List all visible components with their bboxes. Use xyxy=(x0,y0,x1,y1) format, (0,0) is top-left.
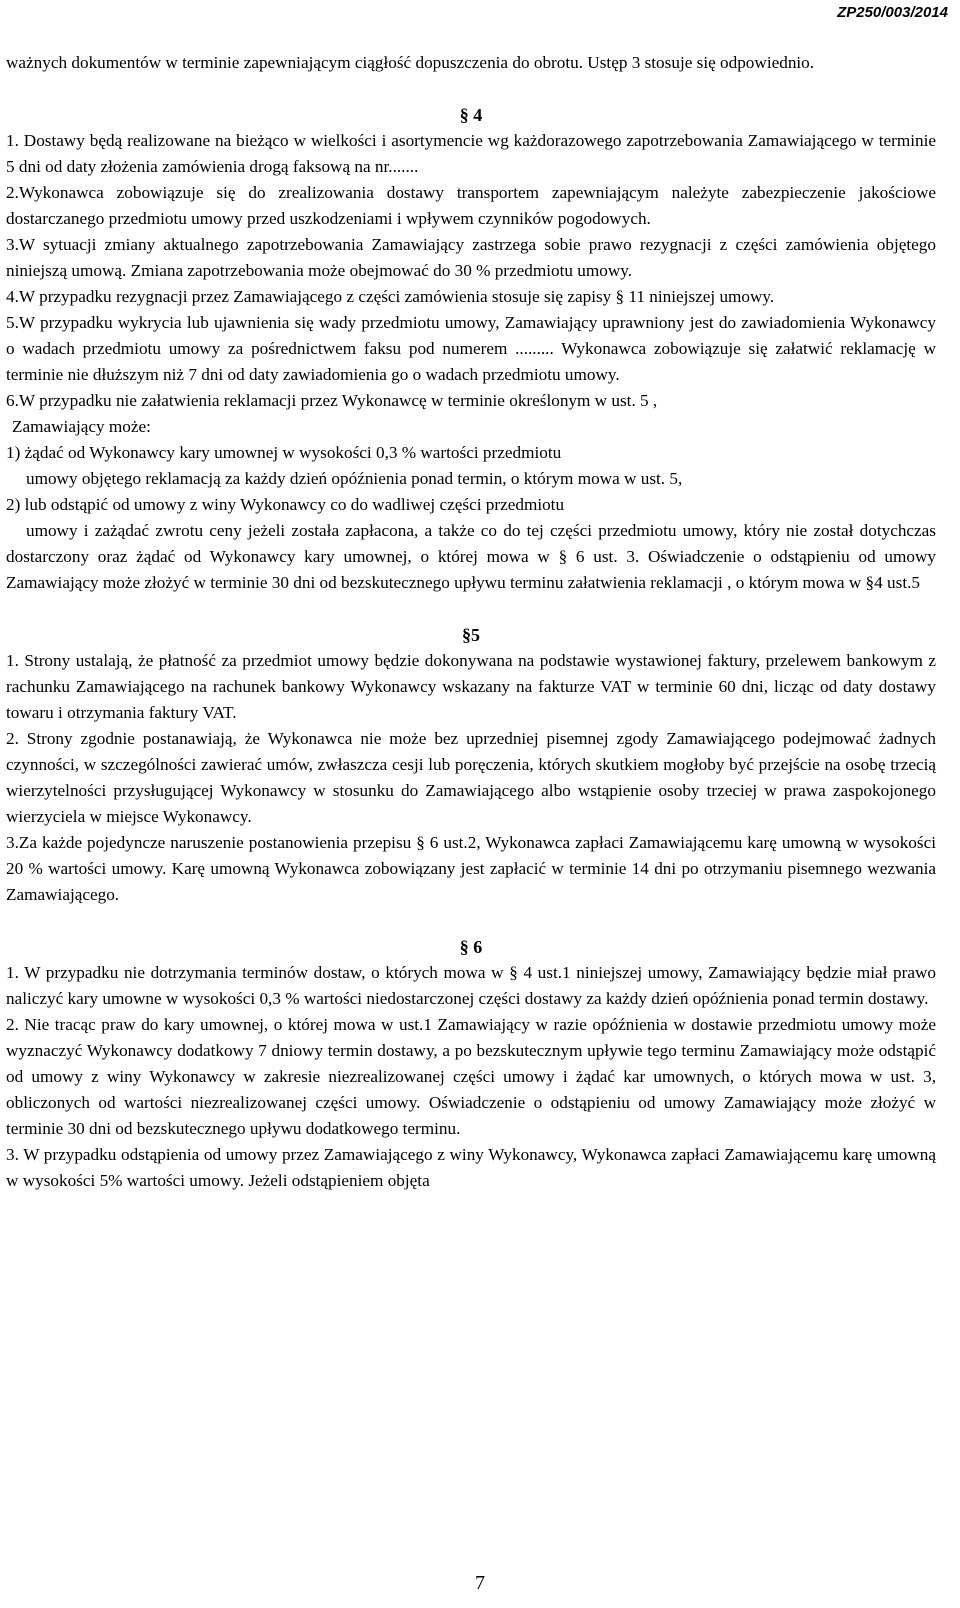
paragraph: 2. Strony zgodnie postanawiają, że Wykonawca nie może bez uprzedniej pisemnej zgody Zamawiającego podejmować żadnych czynności, w szczególności zawierać umów, zwłaszcza cesji lub poręczenia, których skutkiem mogłoby być przejście na osobę trzecią wierzytelności przysługującej Wykonawcy w stosunku do Zamawiającego albo wstąpienie osoby trzeciej w prawa zaspokojonego wierzyciela w miejsce Wykonawcy. xyxy=(6,729,936,826)
paragraph: Zamawiający może: xyxy=(12,417,151,436)
paragraph: 2. Nie tracąc praw do kary umownej, o której mowa w ust.1 Zamawiający w razie opóźnienia w dostawie przedmiotu umowy może wyznaczyć Wykonawcy dodatkowy 7 dniowy termin dostawy, a po bezskutecznym upływie tego terminu Zamawiający może odstąpić od umowy z winy Wykonawcy w zakresie niezrealizowanej części umowy i żądać kar umownych, o których mowa w ust. 3, obliczonych od wartości niezrealizowanej części umowy. Oświadczenie o odstąpieniu od umowy Zamawiający może złożyć w terminie 30 dni od bezskutecznego upływu dodatkowego terminu. xyxy=(6,1015,936,1138)
list-item: 1) żądać od Wykonawcy kary umownej w wysokości 0,3 % wartości przedmiotu xyxy=(6,443,562,462)
spacer xyxy=(6,596,936,622)
list-item-continuation: umowy i zażądać zwrotu ceny jeżeli została zapłacona, a także co do tej części przedmiotu umowy, który nie został dotychczas dostarczony oraz żądać od Wykonawcy kary umownej, o której mowa w § 6 ust. 3. Oświadczenie o odstąpieniu od umowy Zamawiający może złożyć w terminie 30 dni od bezskutecznego upływu terminu załatwienia reklamacji , o którym mowa w §4 ust.5 xyxy=(6,521,936,592)
list-item-continuation: umowy objętego reklamacją za każdy dzień opóźnienia ponad termin, o którym mowa w ust. 5, xyxy=(26,469,683,488)
document-id: ZP250/003/2014 xyxy=(837,4,948,21)
paragraph: 1. W przypadku nie dotrzymania terminów dostaw, o których mowa w § 4 ust.1 niniejszej umowy, Zamawiający będzie miał prawo naliczyć kary umowne w wysokości 0,3 % wartości niedostarczonej części dostawy za każdy dzień opóźnienia ponad termin dostawy. xyxy=(6,963,936,1008)
paragraph: 3.Za każde pojedyncze naruszenie postanowienia przepisu § 6 ust.2, Wykonawca zapłaci Zamawiającemu karę umowną w wysokości 20 % wartości umowy. Karę umowną Wykonawca zobowiązany jest zapłacić w terminie 14 dni po otrzymaniu pisemnego wezwania Zamawiającego. xyxy=(6,833,936,904)
paragraph: 6.W przypadku nie załatwienia reklamacji przez Wykonawcę w terminie określonym w ust. 5 , xyxy=(6,391,658,410)
section-heading-6: § 6 xyxy=(459,937,483,957)
paragraph: 4.W przypadku rezygnacji przez Zamawiającego z części zamówienia stosuje się zapisy § 11 niniejszej umowy. xyxy=(6,287,775,306)
paragraph: 5.W przypadku wykrycia lub ujawnienia się wady przedmiotu umowy, Zamawiający uprawniony jest do zawiadomienia Wykonawcy o wadach przedmiotu umowy za pośrednictwem faksu pod numerem ......... Wykonawca zobowiązuje się załatwić reklamację w terminie nie dłuższym niż 7 dni od daty zawiadomienia go o wadach przedmiotu umowy. xyxy=(6,313,936,384)
page-number: 7 xyxy=(475,1572,485,1594)
document-body xyxy=(6,50,936,1194)
list-item: 2) lub odstąpić od umowy z winy Wykonawcy co do wadliwej części przedmiotu xyxy=(6,495,565,514)
section-heading-5: §5 xyxy=(462,625,480,645)
paragraph: 2.Wykonawca zobowiązuje się do zrealizowania dostawy transportem zapewniającym należyte zabezpieczenie jakościowe dostarczanego przedmiotu umowy przed uszkodzeniami i wpływem czynników pogodowych. xyxy=(6,183,936,228)
spacer xyxy=(6,908,936,934)
paragraph: 1. Strony ustalają, że płatność za przedmiot umowy będzie dokonywana na podstawie wystawionej faktury, przelewem bankowym z rachunku Zamawiającego na rachunek bankowy Wykonawcy wskazany na fakturze VAT w terminie 60 dni, licząc od daty dostawy towaru i otrzymania faktury VAT. xyxy=(6,651,936,722)
spacer xyxy=(6,76,936,102)
paragraph: 3. W przypadku odstąpienia od umowy przez Zamawiającego z winy Wykonawcy, Wykonawca zapłaci Zamawiającemu karę umowną w wysokości 5% wartości umowy. Jeżeli odstąpieniem objęta xyxy=(6,1145,936,1190)
paragraph: 3.W sytuacji zmiany aktualnego zapotrzebowania Zamawiający zastrzega sobie prawo rezygnacji z części zamówienia objętego niniejszą umową. Zmiana zapotrzebowania może obejmować do 30 % przedmiotu umowy. xyxy=(6,235,936,280)
section-heading-4: § 4 xyxy=(459,105,483,125)
paragraph: 1. Dostawy będą realizowane na bieżąco w wielkości i asortymencie wg każdorazowego zapotrzebowania Zamawiającego w terminie 5 dni od daty złożenia zamówienia drogą faksową na nr....... xyxy=(6,131,936,176)
paragraph: ważnych dokumentów w terminie zapewniającym ciągłość dopuszczenia do obrotu. Ustęp 3 stosuje się odpowiednio. xyxy=(6,53,815,72)
